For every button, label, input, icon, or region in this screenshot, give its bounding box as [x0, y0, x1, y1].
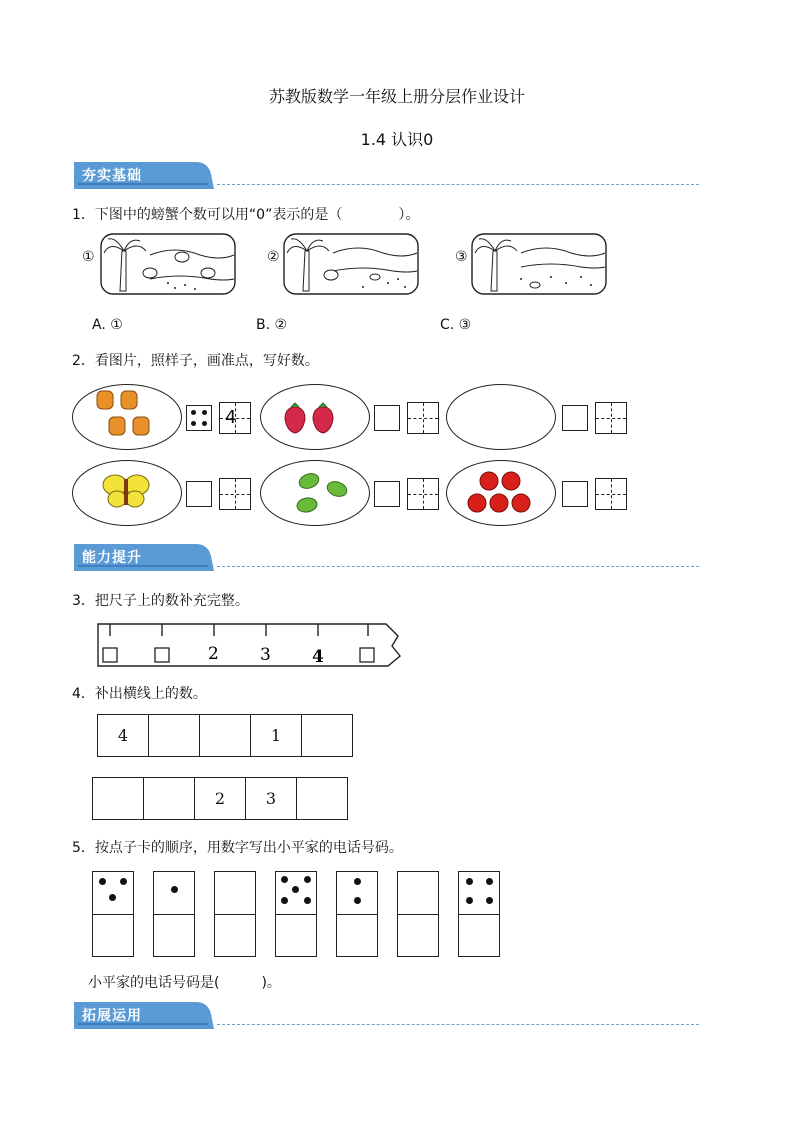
example-number: 4 — [225, 407, 237, 428]
section-label: 夯实基础 — [82, 168, 142, 184]
number-cell: 4 — [98, 715, 149, 757]
question-1: 1．下图中的螃蟹个数可以用“0”表示的是（ ）。 — [72, 207, 420, 223]
dot-card — [92, 871, 134, 957]
number-cell: 1 — [251, 715, 302, 757]
card-dot — [99, 878, 106, 885]
write-box[interactable] — [219, 478, 251, 510]
card-dot — [354, 897, 361, 904]
section-label: 拓展运用 — [82, 1008, 142, 1024]
dot-box-example — [186, 405, 212, 431]
number-cell-blank[interactable] — [93, 778, 144, 820]
picture-oval-butterfly — [72, 460, 182, 526]
number-cell-blank[interactable] — [297, 778, 348, 820]
number-cell: 3 — [246, 778, 297, 820]
write-box-example — [219, 402, 251, 434]
write-box[interactable] — [595, 402, 627, 434]
dot-box[interactable] — [186, 481, 212, 507]
card-answer-box[interactable] — [93, 915, 133, 956]
section-divider — [217, 1024, 699, 1025]
picture-oval-leaves — [260, 460, 370, 526]
question-2: 2．看图片，照样子，画准点，写好数。 — [72, 353, 319, 369]
card-answer-box[interactable] — [459, 915, 499, 956]
card-dot — [281, 897, 288, 904]
dot-card — [397, 871, 439, 957]
leaf-icon — [261, 461, 367, 523]
dot-box[interactable] — [374, 481, 400, 507]
dot-box[interactable] — [562, 481, 588, 507]
question-4: 4．补出横线上的数。 — [72, 686, 207, 702]
card-dot — [120, 878, 127, 885]
card-dot — [171, 886, 178, 893]
dot-card — [458, 871, 500, 957]
beach-picture-1 — [100, 233, 236, 295]
card-answer-box[interactable] — [398, 915, 438, 956]
lesson-subtitle: 1.4 认识0 — [360, 130, 434, 149]
question-5: 5．按点子卡的顺序，用数字写出小平家的电话号码。 — [72, 840, 403, 856]
card-dot — [281, 876, 288, 883]
dot-box[interactable] — [374, 405, 400, 431]
card-dot — [304, 876, 311, 883]
card-dot — [466, 897, 473, 904]
picture-oval-tomatoes — [446, 460, 556, 526]
butterfly-icon — [73, 461, 179, 523]
number-row-1 — [97, 714, 353, 757]
card-dot — [109, 894, 116, 901]
ruler-number: 2 — [208, 644, 219, 664]
phone-answer-line: 小平家的电话号码是( )。 — [88, 975, 281, 991]
marker-2: ② — [267, 249, 280, 265]
tiger-icon — [73, 385, 179, 447]
section-divider — [217, 566, 699, 567]
dot-card — [336, 871, 378, 957]
dot-card — [275, 871, 317, 957]
number-cell-blank[interactable] — [144, 778, 195, 820]
ruler-blank-box — [360, 648, 374, 662]
option-b[interactable]: B. ② — [256, 317, 288, 333]
picture-oval-empty — [446, 384, 556, 450]
section-tab — [74, 544, 211, 569]
write-box[interactable] — [407, 402, 439, 434]
beach-picture-3 — [471, 233, 607, 295]
picture-oval-strawberries — [260, 384, 370, 450]
marker-1: ① — [82, 249, 95, 265]
number-row-2 — [92, 777, 348, 820]
strawberry-icon — [261, 385, 367, 447]
ruler-number: 3 — [260, 645, 271, 665]
card-dot — [304, 897, 311, 904]
crab-icon — [324, 270, 338, 280]
card-answer-box[interactable] — [276, 915, 316, 956]
tomato-icon — [447, 461, 553, 523]
beach-picture-2 — [283, 233, 419, 295]
marker-3: ③ — [455, 249, 468, 265]
ruler — [96, 622, 406, 668]
card-answer-box[interactable] — [154, 915, 194, 956]
dot-card-row — [92, 871, 512, 959]
card-dot — [354, 878, 361, 885]
option-c[interactable]: C. ③ — [440, 317, 472, 333]
number-cell-blank[interactable] — [200, 715, 251, 757]
write-box[interactable] — [407, 478, 439, 510]
card-answer-box[interactable] — [337, 915, 377, 956]
ruler-blank-box — [103, 648, 117, 662]
dot-card — [214, 871, 256, 957]
q1-pictures — [82, 233, 642, 299]
picture-oval-tigers — [72, 384, 182, 450]
card-dot — [486, 878, 493, 885]
ruler-blank-box — [155, 648, 169, 662]
number-cell: 2 — [195, 778, 246, 820]
document-title: 苏教版数学一年级上册分层作业设计 — [268, 87, 525, 106]
ruler-number: 4 — [312, 647, 324, 667]
section-label: 能力提升 — [82, 550, 142, 566]
question-3: 3．把尺子上的数补充完整。 — [72, 593, 249, 609]
write-box[interactable] — [595, 478, 627, 510]
section-tab — [74, 162, 211, 187]
number-cell-blank[interactable] — [302, 715, 353, 757]
card-dot — [466, 878, 473, 885]
section-tab — [74, 1002, 211, 1027]
card-dot — [292, 886, 299, 893]
option-a[interactable]: A. ① — [92, 317, 123, 333]
dot-card — [153, 871, 195, 957]
dot-box[interactable] — [562, 405, 588, 431]
number-cell-blank[interactable] — [149, 715, 200, 757]
card-answer-box[interactable] — [215, 915, 255, 956]
section-divider — [217, 184, 699, 185]
card-dot — [486, 897, 493, 904]
